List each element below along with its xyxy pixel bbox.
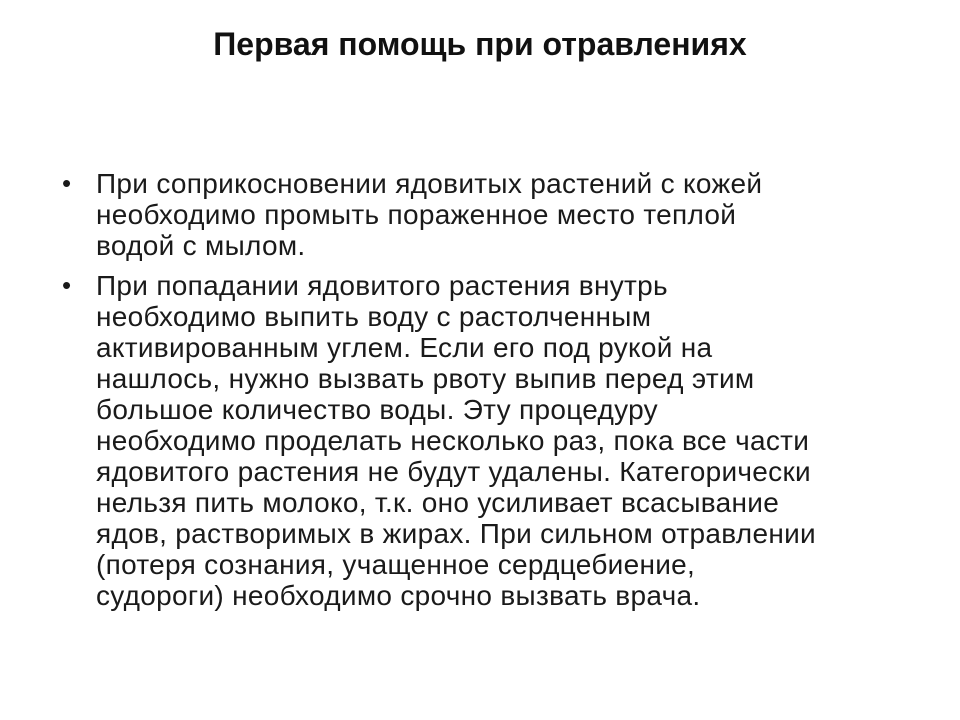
bullet-item-skin-contact [48,168,908,261]
bullet-list [48,168,908,620]
bullet-text-line: нельзя пить молоко, т.к. оно усиливает всасывание [96,487,780,518]
bullet-text-line: ядовитого растения не будут удалены. Категорически [96,456,811,487]
bullet-text-line: активированным углем. Если его под рукой на [96,332,713,363]
bullet-text-line: водой с мылом. [96,230,306,261]
bullet-text-line: (потеря сознания, учащенное сердцебиение, [96,549,696,580]
bullet-icon: • [62,168,72,198]
bullet-text-line: нашлось, нужно вызвать рвоту выпив перед этим [96,363,755,394]
bullet-text-line: судороги) необходимо срочно вызвать врача. [96,580,701,611]
bullet-text-line: большое количество воды. Эту процедуру [96,394,658,425]
bullet-text-line: необходимо проделать несколько раз, пока все части [96,425,810,456]
bullet-text-line: ядов, растворимых в жирах. При сильном отравлении [96,518,816,549]
bullet-text-line: необходимо выпить воду с растолченным [96,301,652,332]
bullet-text-line: При соприкосновении ядовитых растений с кожей [96,168,763,199]
bullet-text-line: При попадании ядовитого растения внутрь [96,270,668,301]
bullet-icon: • [62,270,72,300]
bullet-text-line: необходимо промыть пораженное место теплой [96,199,737,230]
slide-title: Первая помощь при отравлениях [213,26,747,62]
bullet-item-ingestion [48,270,908,611]
